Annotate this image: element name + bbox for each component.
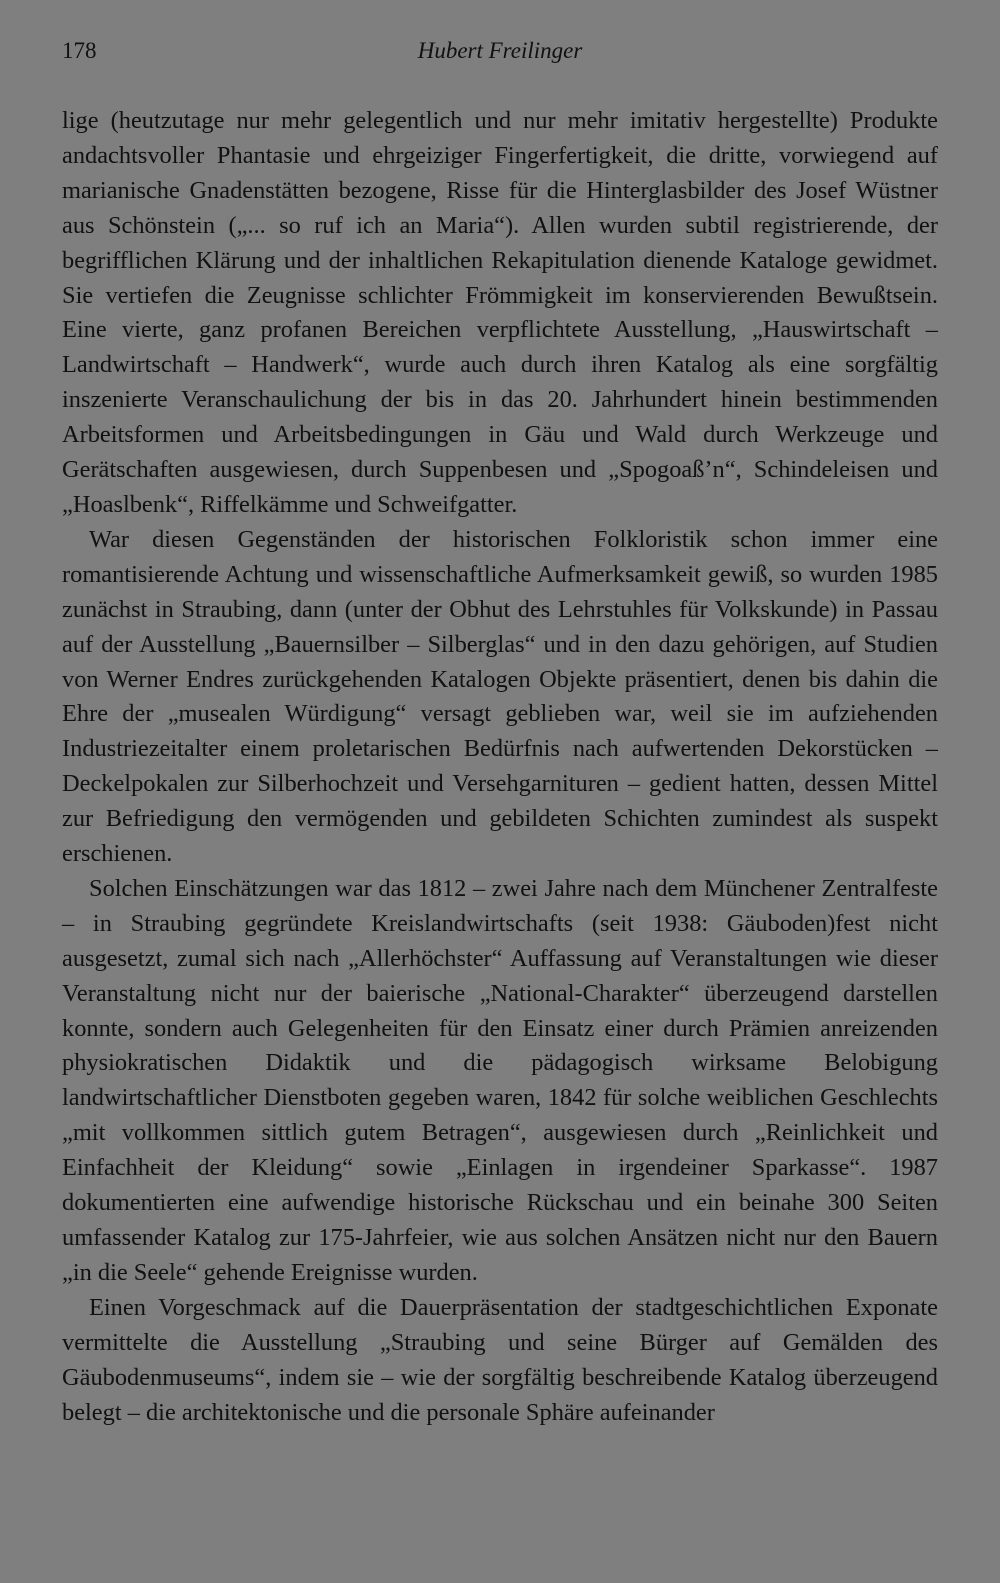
running-head [62, 38, 938, 78]
paragraph: Einen Vorgeschmack auf die Dauerpräsentation der stadtgeschichtlichen Exponate vermittelte die Ausstellung „Straubing und seine Bürger auf Gemälden des Gäubodenmuseums“, indem sie – wie der sorgfältig beschreibende Katalog überzeugend belegt – die architektonische und die personale Sphäre aufeinander [62, 1293, 938, 1426]
running-title: Hubert Freilinger [417, 38, 583, 63]
paragraph: lige (heutzutage nur mehr gelegentlich und nur mehr imitativ hergestellte) Produkte andachtsvoller Phantasie und ehrgeiziger Fingerfertigkeit, die dritte, vorwiegend auf marianische Gnadenstätten bezogene, Risse für die Hinterglasbilder des Josef Wüstner aus Schönstein („... so ruf ich an Maria“). Allen wurden subtil registrierende, der begrifflichen Klärung und der inhaltlichen Rekapitulation dienende Kataloge gewidmet. Sie vertiefen die Zeugnisse schlichter Frömmigkeit im konservierenden Bewußtsein. Eine vierte, ganz profanen Bereichen verpflichtete Ausstellung, „Hauswirtschaft – Landwirtschaft – Handwerk“, wurde auch durch ihren Katalog als eine sorgfältig inszenierte Veranschaulichung der bis in das 20. Jahrhundert hinein bestimmenden Arbeitsformen und Arbeitsbedingungen in Gäu und Wald durch Werkzeuge und Gerätschaften ausgewiesen, durch Suppenbesen und „Spogoaß’n“, Schindeleisen und „Hoaslbenk“, Riffelkämme und Schweifgatter. [62, 107, 938, 518]
page-number: 178 [62, 38, 97, 63]
paragraph: Solchen Einschätzungen war das 1812 – zwei Jahre nach dem Münchener Zentralfeste – in Straubing gegründete Kreislandwirtschafts (seit 1938: Gäuboden)fest nicht ausgesetzt, zumal sich nach „Allerhöchster“ Auffassung auf Veranstaltungen wie dieser Veranstaltung nicht nur der baierische „National-Charakter“ überzeugend darstellen konnte, sondern auch Gelegenheiten für den Einsatz einer durch Prämien anreizenden physiokratischen Didaktik und die pädagogisch wirksame Belobigung landwirtschaftlicher Dienstboten gegeben waren, 1842 für solche weiblichen Geschlechts „mit vollkommen sittlich gutem Betragen“, ausgewiesen durch „Reinlichkeit und Einfachheit der Kleidung“ sowie „Einlagen in irgendeiner Sparkasse“. 1987 dokumentierten eine aufwendige historische Rückschau und ein beinahe 300 Seiten umfassender Katalog zur 175-Jahrfeier, wie aus solchen Ansätzen nicht nur den Bauern „in die Seele“ gehende Ereignisse wurden. [62, 874, 938, 1286]
book-page [62, 38, 938, 1430]
paragraph: War diesen Gegenständen der historischen Folkloristik schon immer eine romantisierende Achtung und wissenschaftliche Aufmerksamkeit gewiß, so wurden 1985 zunächst in Straubing, dann (unter der Obhut des Lehrstuhles für Volkskunde) in Passau auf der Ausstellung „Bauernsilber – Silberglas“ und in den dazu gehörigen, auf Studien von Werner Endres zurückgehenden Katalogen Objekte präsentiert, denen bis dahin die Ehre der „musealen Würdigung“ versagt geblieben war, weil sie im aufziehenden Industriezeitalter einem proletarischen Bedürfnis nach aufwertenden Dekorstücken – Deckelpokalen zur Silberhochzeit und Versehgarnituren – gedient hatten, dessen Mittel zur Befriedigung den vermögenden und gebildeten Schichten zumindest als suspekt erschienen. [62, 525, 938, 868]
body-text [62, 104, 938, 1430]
